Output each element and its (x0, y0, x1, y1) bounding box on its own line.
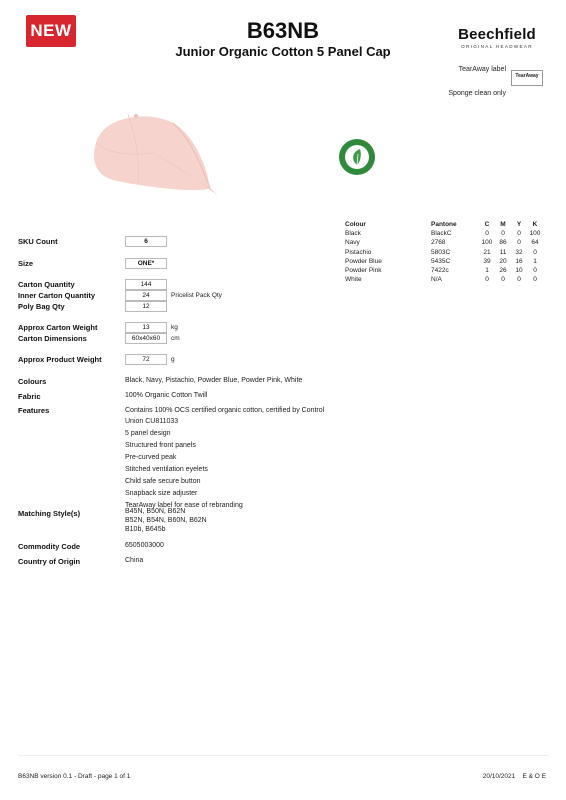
carton-weight-unit: kg (171, 324, 178, 331)
colour-table-cell: 0 (485, 230, 489, 238)
colour-table-row (345, 267, 543, 276)
colour-table-header (345, 221, 543, 230)
footer-eoe: E & O E (522, 773, 546, 780)
colour-table-cell: 7422c (431, 266, 449, 274)
matching-styles (125, 507, 375, 534)
colour-table-cell: 100 (481, 239, 493, 247)
inner-carton-label: Inner Carton Quantity (18, 291, 96, 300)
colours-label: Colours (18, 377, 47, 386)
colours-value: Black, Navy, Pistachio, Powder Blue, Powder Pink, White (125, 377, 303, 384)
product-weight-unit: g (171, 356, 175, 363)
colour-table-cell: 1 (485, 266, 489, 274)
feature-item: TearAway label for ease of rebranding (125, 502, 243, 509)
product-weight-value: 72 (125, 354, 167, 365)
footer-version: B63NB version 0.1 - Draft - page 1 of 1 (18, 773, 131, 780)
colour-table-row (345, 239, 543, 248)
poly-bag-label: Poly Bag Qty (18, 302, 65, 311)
colour-table-cell: N/A (431, 276, 442, 284)
tearaway-logo (511, 70, 543, 86)
carton-dim-value: 60x40x60 (125, 333, 167, 344)
carton-qty-label: Carton Quantity (18, 280, 75, 289)
colour-table-cell: 0 (501, 276, 505, 284)
carton-weight-label: Approx Carton Weight (18, 323, 98, 332)
feature-item: 5 panel design (125, 430, 171, 437)
brand-logo (452, 27, 542, 50)
colour-table-cell: 86 (499, 239, 507, 247)
colour-table-cell: 0 (533, 276, 537, 284)
colour-table-cell: 100 (529, 230, 541, 238)
size-label: Size (18, 259, 34, 268)
colour-table-cell: Powder Blue (345, 257, 382, 265)
brand-tagline: ORIGINAL HEADWEAR (461, 44, 533, 49)
col-m: M (500, 221, 506, 228)
feature-item: Pre-curved peak (125, 454, 177, 461)
footer-right (483, 773, 546, 780)
inner-carton-value: 24 (125, 290, 167, 301)
commodity-label: Commodity Code (18, 542, 81, 551)
colour-table-cell: 5803C (431, 248, 451, 256)
colour-table-cell: 1 (533, 257, 537, 265)
colour-table-cell: 5435C (431, 257, 451, 265)
matching-style-line: B10b, B645b (125, 526, 166, 533)
matching-label: Matching Style(s) (18, 509, 81, 518)
care-instruction: Sponge clean only (448, 90, 506, 97)
colour-table-cell: 11 (499, 248, 507, 256)
footer-date: 20/10/2021 (482, 773, 516, 780)
feature-item: Structured front panels (125, 442, 196, 449)
col-y: Y (516, 221, 522, 228)
product-weight-label: Approx Product Weight (18, 355, 102, 364)
new-badge: NEW (26, 15, 76, 47)
colour-table-cell: 0 (517, 276, 521, 284)
colour-table-cell: 39 (483, 257, 491, 265)
matching-style-line: B45N, B50N, B62N (125, 508, 186, 515)
col-c: C (484, 221, 490, 228)
sku-count-label: SKU Count (18, 237, 58, 246)
carton-weight-value: 13 (125, 322, 167, 333)
features-list (125, 405, 335, 511)
origin-label: Country of Origin (18, 557, 81, 566)
colour-table-cell: 0 (517, 230, 521, 238)
colour-table-cell: 2768 (431, 239, 446, 247)
colour-table-cell: White (345, 276, 362, 284)
tearaway-label-text: TearAway label (458, 66, 506, 73)
colour-table-cell: 21 (483, 248, 491, 256)
colour-table-cell: 0 (501, 230, 505, 238)
commodity-value: 6505003000 (125, 542, 164, 549)
product-code: B63NB (246, 18, 320, 43)
colour-table-row (345, 258, 543, 267)
carton-dim-label: Carton Dimensions (18, 334, 87, 343)
colour-table-cell: 0 (517, 239, 521, 247)
brand-name: Beechfield (458, 26, 536, 43)
fabric-value: 100% Organic Cotton Twill (125, 392, 208, 399)
colour-table-cell: 16 (515, 257, 523, 265)
matching-style-line: B52N, B54N, B60N, B62N (125, 517, 207, 524)
col-pantone: Pantone (431, 221, 457, 228)
organic-certified-icon (338, 138, 376, 176)
col-colour: Colour (345, 221, 366, 228)
feature-item: Child safe secure button (125, 478, 201, 485)
fabric-label: Fabric (18, 392, 41, 401)
colour-table-cell: 32 (515, 248, 523, 256)
feature-item: Snapback size adjuster (125, 490, 198, 497)
colour-table-cell: BlackC (431, 230, 452, 238)
feature-item: Stitched ventilation eyelets (125, 466, 208, 473)
colour-table-cell: 0 (485, 276, 489, 284)
colour-table-cell: Pistachio (345, 248, 372, 256)
footer-divider (18, 755, 548, 756)
col-k: K (532, 221, 538, 228)
carton-qty-value: 144 (125, 279, 167, 290)
colour-table-cell: 0 (533, 266, 537, 274)
colour-table-cell: 64 (531, 239, 539, 247)
colour-table-row (345, 276, 543, 285)
features-label: Features (18, 406, 50, 415)
product-name: Junior Organic Cotton 5 Panel Cap (175, 44, 391, 59)
colour-table-cell: 0 (533, 248, 537, 256)
inner-carton-note: Pricelist Pack Qty (171, 292, 222, 299)
colour-table-cell: Powder Pink (345, 266, 382, 274)
colour-table-cell: 26 (499, 266, 507, 274)
product-image (78, 108, 223, 198)
colour-table-row (345, 249, 543, 258)
tearaway-logo-text: TearAway (515, 73, 539, 79)
colour-table-cell: 20 (499, 257, 507, 265)
colour-table (345, 221, 543, 285)
size-value: ONE* (125, 258, 167, 269)
colour-table-row (345, 230, 543, 239)
sku-count-value: 6 (125, 236, 167, 247)
poly-bag-value: 12 (125, 301, 167, 312)
feature-item: Contains 100% OCS certified organic cotton, certified by Control Union CU811033 (125, 407, 325, 425)
colour-table-cell: Navy (345, 239, 360, 247)
carton-dim-unit: cm (171, 335, 180, 342)
origin-value: China (125, 557, 144, 564)
colour-table-cell: Black (345, 230, 361, 238)
colour-table-cell: 10 (515, 266, 523, 274)
